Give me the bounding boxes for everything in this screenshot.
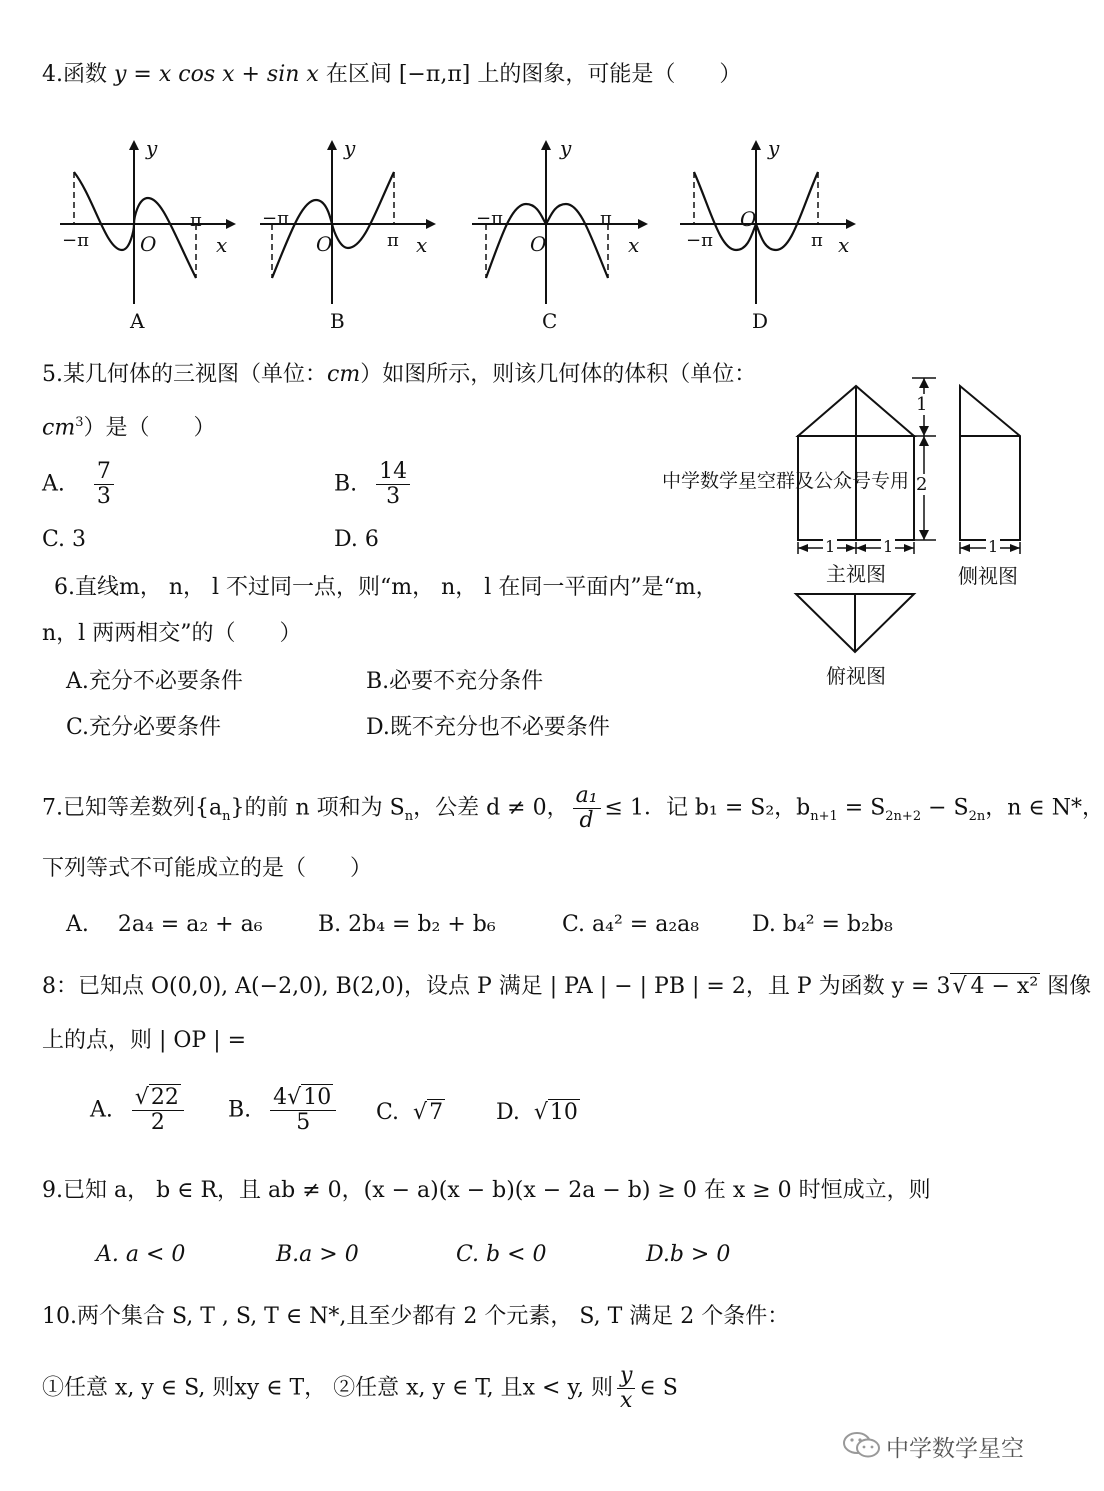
q7-option-d: D. b₄² = b₂b₈ [752, 912, 893, 937]
q7-option-a: A. 2a₄ = a₂ + a₆ [66, 912, 263, 937]
q9-option-b: B.a > 0 [276, 1242, 359, 1267]
q5-dim-height-bottom: 2 [916, 474, 928, 495]
q4-a-y-label: y [146, 136, 158, 160]
q8-option-c: C. √7 [376, 1100, 444, 1125]
q4-d-pi: π [811, 230, 823, 251]
q4-c-neg-pi: −π [476, 208, 503, 229]
q7-stem-line1: 7.已知等差数列$\{a_n\}$的前 n 项和为 $S_n$，公差 d ≠ 0， $\frac{\text{a₁}}{d}$ ≤ 1．记 b₁ = S₂，$b_{n+1} = S_{2n+2} - S_{2n}$，n ∈ N*， [42, 783, 1104, 833]
q7-option-c: C. a₄² = a₂a₈ [562, 912, 700, 937]
q5-dim-front-right: 1 [883, 537, 894, 556]
q4-c-origin: O [530, 232, 547, 256]
q8-option-d: D. √10 [496, 1100, 578, 1125]
q5-dim-height-top: 1 [916, 394, 928, 415]
q8-option-a: A. $\frac{√22}{2}$ [90, 1086, 188, 1135]
q5-dim-front-left: 1 [825, 537, 836, 556]
q4-stem: 4.函数 y = x cos x + sin x 在区间 [−π,π] 上的图象，可能是（ ） [42, 62, 742, 87]
q9-option-c: C. b < 0 [456, 1242, 547, 1267]
q10-stem: 10.两个集合 S, T , S, T ∈ N*,且至少都有 2 个元素， S, T 满足 2 个条件： [42, 1304, 790, 1329]
q8-stem-line2: 上的点，则 | OP | = [42, 1028, 247, 1053]
q4-d-y-label: y [768, 136, 780, 160]
q4-b-x-label: x [416, 233, 428, 257]
q8-stem-line1: 8：已知点 O(0,0), A(−2,0), B(2,0)，设点 P 满足 | PA | − | PB | = 2，且 P 为函数 y = 3√ 4 − x² 图像 [42, 974, 1092, 999]
q4-b-origin: O [316, 232, 333, 256]
q4-b-pi: π [387, 230, 399, 251]
q6-option-b: B.必要不充分条件 [366, 669, 544, 694]
q4-d-neg-pi: −π [686, 230, 713, 251]
q4-option-a: A [130, 309, 145, 333]
q4-c-pi: π [600, 208, 612, 229]
q4-a-origin: O [140, 232, 157, 256]
q9-option-a: A. a < 0 [96, 1242, 186, 1267]
q5-option-d: D. 6 [334, 527, 379, 552]
q5-option-b: B. $\frac{14}{3}$ [334, 460, 414, 509]
q4-a-pi: π [190, 210, 202, 231]
q4-c-x-label: x [628, 233, 640, 257]
q5-option-a: A. $\frac{7}{3}$ [42, 460, 118, 509]
q6-stem-line1: 6.直线m， n， l 不过同一点，则“m， n， l 在同一平面内”是“m， [54, 575, 718, 600]
q4-option-c: C [542, 309, 558, 333]
q5-option-c: C. 3 [42, 527, 87, 552]
q4-d-origin: O [740, 207, 757, 231]
q5-three-view-figure [786, 370, 1036, 670]
q4-a-neg-pi: −π [62, 230, 89, 251]
q6-stem-line2: n，l 两两相交”的（ ） [42, 621, 302, 646]
q6-option-d: D.既不充分也不必要条件 [366, 715, 610, 740]
q8-option-b: B. $\frac{4√10}{5}$ [228, 1086, 340, 1135]
wechat-logo-icon [842, 1430, 882, 1460]
q10-conditions: ①任意 x, y ∈ S, 则xy ∈ T， ②任意 x, y ∈ T, 且x < y, 则 $\frac{y}{x}$ ∈ S [42, 1363, 678, 1413]
q4-graph-a [56, 138, 236, 308]
q9-stem: 9.已知 a， b ∈ R，且 ab ≠ 0，(x − a)(x − b)(x − 2a − b) ≥ 0 在 x ≥ 0 时恒成立，则 [42, 1178, 931, 1203]
q4-option-b: B [330, 309, 345, 333]
q4-d-x-label: x [838, 233, 850, 257]
q7-stem-line2: 下列等式不可能成立的是（ ） [42, 856, 373, 881]
q4-b-neg-pi: −π [262, 208, 289, 229]
q4-c-y-label: y [560, 136, 572, 160]
q5-dim-side: 1 [988, 537, 999, 556]
q4-a-x-label: x [216, 233, 228, 257]
q9-option-d: D.b > 0 [646, 1242, 731, 1267]
q5-watermark: 中学数学星空群及公众号专用 [662, 470, 910, 492]
q4-b-y-label: y [344, 136, 356, 160]
q6-option-a: A.充分不必要条件 [66, 669, 243, 694]
footer-brand: 中学数学星空 [886, 1436, 1024, 1462]
q5-stem-line2: $cm^3$）是（ ） [42, 415, 216, 441]
q7-option-b: B. 2b₄ = b₂ + b₆ [318, 912, 496, 937]
q5-stem-line1: 5.某几何体的三视图（单位：cm）如图所示，则该几何体的体积（单位： [42, 362, 757, 387]
q5-front-view-caption: 主视图 [826, 562, 886, 586]
q4-option-d: D [752, 309, 769, 333]
q5-top-view-caption: 俯视图 [826, 664, 886, 688]
q6-option-c: C.充分必要条件 [66, 715, 222, 740]
q4-graph-d [676, 138, 856, 308]
q5-side-view-caption: 侧视图 [958, 564, 1018, 588]
